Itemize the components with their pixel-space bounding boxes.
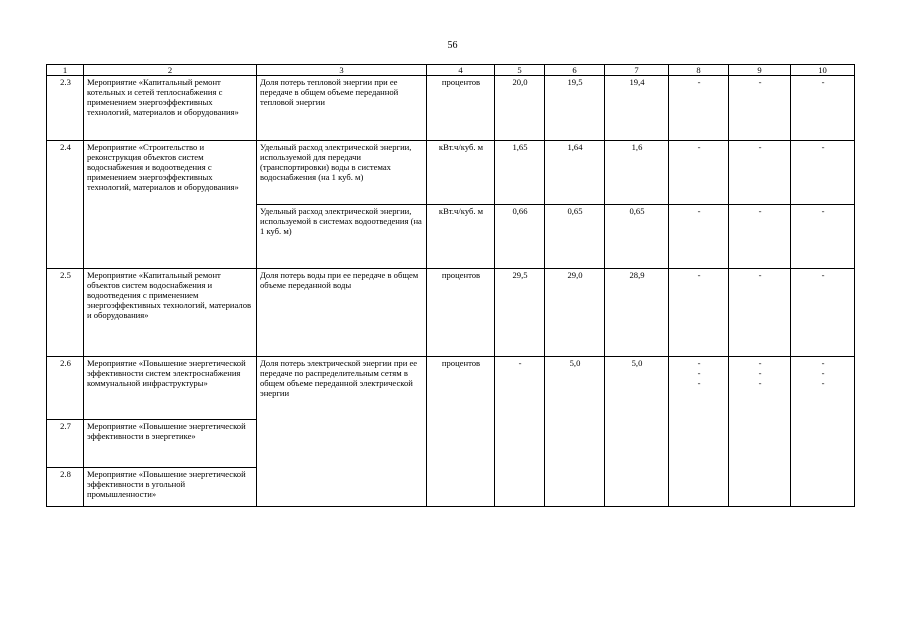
- indicator-cell: Удельный расход электрической энергии, используемой в системах водоотведения (на 1 куб. м): [257, 205, 427, 269]
- value-cell: 1,6: [605, 141, 669, 205]
- value-cell: 0,65: [605, 205, 669, 269]
- unit-cell: кВт.ч/куб. м: [427, 141, 495, 205]
- row-number: 2.4: [47, 141, 84, 269]
- unit-cell: процентов: [427, 76, 495, 141]
- value-cell: 20,0: [495, 76, 545, 141]
- value-cell: 5,0: [605, 357, 669, 507]
- indicator-cell: Удельный расход электрической энергии, используемой для передачи (транспортировки) воды в системах водоснабжения (на 1 куб. м): [257, 141, 427, 205]
- value-line: -: [821, 378, 825, 388]
- value-line: -: [697, 368, 701, 378]
- indicator-cell: Доля потерь тепловой энергии при ее передаче в общем объеме переданной тепловой энергии: [257, 76, 427, 141]
- unit-cell: кВт.ч/куб. м: [427, 205, 495, 269]
- event-cell: Мероприятие «Повышение энергетической эффективности в энергетике»: [84, 420, 257, 468]
- table-row: [47, 357, 855, 420]
- value-cell: 29,0: [545, 269, 605, 357]
- value-line: -: [697, 378, 701, 388]
- value-cell: -: [669, 205, 729, 269]
- event-cell: Мероприятие «Капитальный ремонт котельных и сетей теплоснабжения с применением энергоэффективных технологий, материалов и оборудования»: [84, 76, 257, 141]
- value-cell: [669, 357, 729, 507]
- value-cell: 1,65: [495, 141, 545, 205]
- value-cell: -: [791, 141, 855, 205]
- value-cell: -: [729, 76, 791, 141]
- value-line: -: [758, 368, 762, 378]
- value-cell: [791, 357, 855, 507]
- value-line: -: [697, 358, 701, 368]
- column-header: 5: [495, 65, 545, 76]
- event-cell: Мероприятие «Капитальный ремонт объектов систем водоснабжения и водоотведения с применением энергоэффективных технологий, материалов и оборудования»: [84, 269, 257, 357]
- event-cell: Мероприятие «Строительство и реконструкция объектов систем водоснабжения и водоотведения с применением энергоэффективных технологий, материалов и оборудования»: [84, 141, 257, 269]
- row-number: 2.3: [47, 76, 84, 141]
- header-row: [47, 65, 855, 76]
- unit-cell: процентов: [427, 269, 495, 357]
- row-number: 2.5: [47, 269, 84, 357]
- value-cell: 29,5: [495, 269, 545, 357]
- value-cell: 0,65: [545, 205, 605, 269]
- value-line: -: [821, 368, 825, 378]
- table-row: [47, 76, 855, 141]
- indicator-cell: Доля потерь воды при ее передаче в общем объеме переданной воды: [257, 269, 427, 357]
- measures-table: [46, 64, 855, 507]
- value-cell: 19,4: [605, 76, 669, 141]
- value-cell: 1,64: [545, 141, 605, 205]
- table-row: [47, 141, 855, 205]
- unit-cell: процентов: [427, 357, 495, 507]
- table-row: [47, 269, 855, 357]
- event-cell: Мероприятие «Повышение энергетической эффективности в угольной промышленности»: [84, 468, 257, 507]
- page-number: 56: [447, 40, 458, 51]
- column-header: 2: [84, 65, 257, 76]
- value-cell: 0,66: [495, 205, 545, 269]
- value-cell: -: [669, 269, 729, 357]
- column-header: 3: [257, 65, 427, 76]
- column-header: 9: [729, 65, 791, 76]
- value-cell: -: [495, 357, 545, 507]
- column-header: 10: [791, 65, 855, 76]
- value-cell: [729, 357, 791, 507]
- value-cell: -: [729, 141, 791, 205]
- value-cell: 28,9: [605, 269, 669, 357]
- value-line: -: [758, 378, 762, 388]
- value-line: -: [821, 358, 825, 368]
- value-cell: -: [791, 269, 855, 357]
- value-cell: -: [669, 141, 729, 205]
- value-cell: -: [669, 76, 729, 141]
- value-cell: -: [729, 269, 791, 357]
- row-number: 2.7: [47, 420, 84, 468]
- column-header: 8: [669, 65, 729, 76]
- value-line: -: [758, 358, 762, 368]
- column-header: 1: [47, 65, 84, 76]
- indicator-cell: Доля потерь электрической энергии при ее передаче по распределительным сетям в общем объеме переданной электрической энергии: [257, 357, 427, 507]
- value-cell: 5,0: [545, 357, 605, 507]
- value-cell: -: [729, 205, 791, 269]
- value-cell: 19,5: [545, 76, 605, 141]
- column-header: 6: [545, 65, 605, 76]
- row-number: 2.6: [47, 357, 84, 420]
- value-cell: -: [791, 76, 855, 141]
- value-cell: -: [791, 205, 855, 269]
- row-number: 2.8: [47, 468, 84, 507]
- event-cell: Мероприятие «Повышение энергетической эффективности систем электроснабжения коммунальной инфраструктуры»: [84, 357, 257, 420]
- column-header: 7: [605, 65, 669, 76]
- column-header: 4: [427, 65, 495, 76]
